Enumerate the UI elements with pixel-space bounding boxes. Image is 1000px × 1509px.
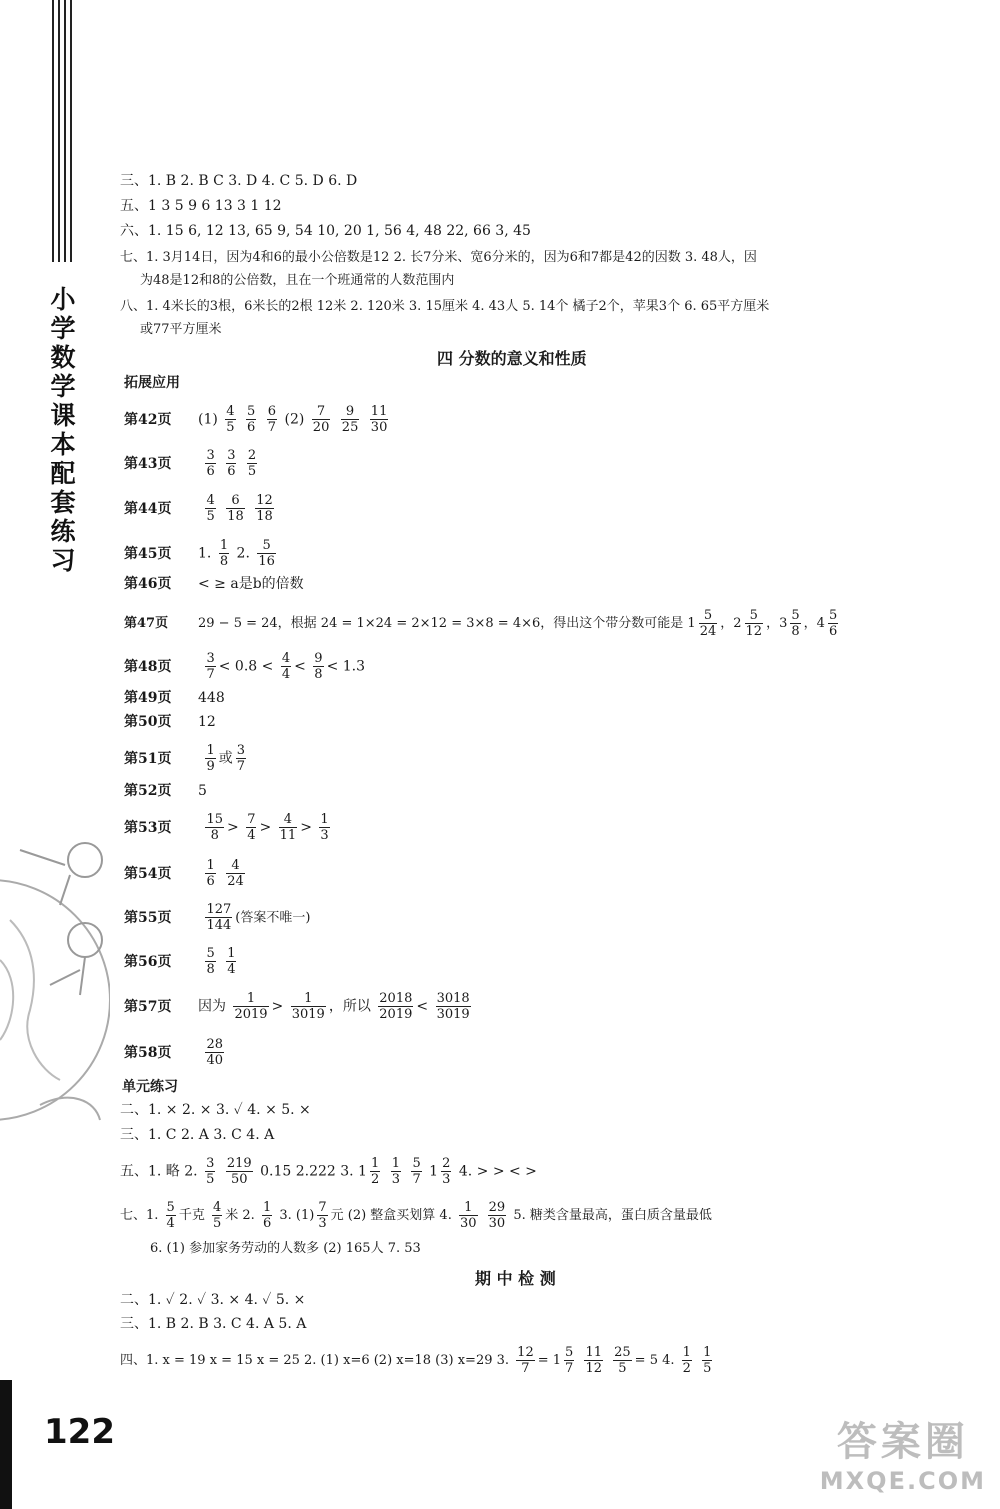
answer-row-p53: 第53页 $\frac{15}{8}$ > $\frac{7}{4}$ > $\frac{4}{11}$ > $\frac{1}{3}$: [124, 812, 329, 843]
answer-row-p56: 第56页 $\frac{5}{8}$ $\frac{1}{4}$: [124, 946, 236, 977]
answer-row-p48: 第48页 $\frac{3}{7}$ < 0.8 < $\frac{4}{4}$ < $\frac{9}{8}$ < 1.3: [124, 651, 366, 682]
answer-row-p54: 第54页 $\frac{1}{6}$ $\frac{4}{24}$: [124, 858, 244, 889]
watermark-logo: 答案圈 MXQE.COM: [819, 1419, 986, 1495]
page-edge-bar: [0, 1380, 12, 1509]
globe-children-illustration: [0, 820, 110, 1160]
side-title-char: 套: [50, 488, 76, 517]
answer-row-p49: 第49页 448: [124, 690, 225, 706]
answer-line: 六、1. 15 6, 12 13, 65 9, 54 10, 20 1, 56 4, 48 22, 66 3, 45: [120, 223, 531, 239]
answer-line: 二、1. × 2. × 3. ✓ 4. × 5. ×: [120, 1102, 311, 1118]
answer-row-p43: 第43页 $\frac{3}{6}$ $\frac{3}{6}$ $\frac{2}{5}$: [124, 448, 257, 479]
answer-row-p57: 第57页 因为 $\frac{1}{2019}$ > $\frac{1}{3019}$ ，所以 $\frac{2018}{2019}$ < $\frac{3018}{3019}$: [124, 991, 470, 1022]
answer-row-p47: 第47页 29 − 5 = 24，根据 24 = 1×24 = 2×12 = 3×8 = 4×6，得出这个带分数可能是 1 $\frac{5}{24}$ ，2 $\frac{5}{12}$ ，3 $\frac{5}{8}$ ，4 $\frac{5}{6}$: [124, 608, 838, 639]
subsection-title: 单元练习: [122, 1079, 178, 1095]
page-number: 122: [44, 1412, 115, 1452]
answer-line: 二、1. ✓ 2. ✓ 3. × 4. ✓ 5. ×: [120, 1292, 306, 1308]
section-title: 期 中 检 测: [475, 1269, 556, 1288]
book-spine: [0, 0, 90, 1509]
side-title: [48, 285, 78, 575]
answer-line: 八、1. 4米长的3根，6米长的2根 12米 2. 120米 3. 15厘米 4. 43人 5. 14个 橘子2个，苹果3个 6. 65平方厘米: [120, 299, 770, 314]
section-title: 四 分数的意义和性质: [437, 349, 587, 368]
answer-line: 为48是12和8的公倍数，且在一个班通常的人数范围内: [140, 273, 455, 288]
answer-row-p46: 第46页 < ≥ a是b的倍数: [124, 576, 304, 592]
answer-line: 或77平方厘米: [140, 322, 222, 337]
answer-row-p52: 第52页 5: [124, 783, 207, 799]
answer-line: 6. (1) 参加家务劳动的人数多 (2) 165人 7. 53: [150, 1241, 421, 1256]
side-title-char: 习: [50, 546, 76, 575]
answer-line: 三、1. B 2. B C 3. D 4. C 5. D 6. D: [120, 173, 358, 189]
answer-row-p45: 第45页 1. $\frac{1}{8}$ 2. $\frac{5}{16}$: [124, 538, 275, 569]
answer-row-p51: 第51页 $\frac{1}{9}$ 或 $\frac{3}{7}$: [124, 743, 246, 774]
answer-row-p55: 第55页 $\frac{127}{144}$ (答案不唯一): [124, 902, 311, 933]
answer-row-p42: 第42页 (1) $\frac{4}{5}$ $\frac{5}{6}$ $\frac{6}{7}$ (2) $\frac{7}{20}$ $\frac{9}{25}$ $\frac{11}{30}$: [124, 404, 388, 435]
side-title-char: 学: [50, 372, 76, 401]
answer-row-p58: 第58页 $\frac{28}{40}$: [124, 1037, 223, 1068]
side-title-char: 本: [50, 430, 76, 459]
subsection-title: 拓展应用: [124, 375, 180, 391]
side-title-char: 课: [50, 401, 76, 430]
answer-line: 三、1. B 2. B 3. C 4. A 5. A: [120, 1316, 307, 1332]
answer-line: 四、1. x = 19 x = 15 x = 25 2. (1) x=6 (2) x=18 (3) x=29 3. $\frac{12}{7}$ = 1 $\frac{5}{7}$ $\frac{11}{12}$ $\frac{25}{5}$ = 5 4. $\frac{1}{2}$ $\frac{1}{5}$: [120, 1345, 712, 1376]
answer-line: 七、1. 3月14日，因为4和6的最小公倍数是12 2. 长7分米、宽6分米的，因为6和7都是42的因数 3. 48人，因: [120, 250, 757, 265]
side-title-char: 练: [50, 517, 76, 546]
answer-row-p50: 第50页 12: [124, 714, 216, 730]
side-title-char: 数: [50, 343, 76, 372]
answer-line: 三、1. C 2. A 3. C 4. A: [120, 1127, 275, 1143]
answer-line: 五、1. 略 2. $\frac{3}{5}$ $\frac{219}{50}$ 0.15 2.222 3. 1 $\frac{1}{2}$ $\frac{1}{3}$ $\frac{5}{7}$ 1 $\frac{2}{3}$ 4. > > < >: [120, 1156, 537, 1187]
side-title-char: 配: [50, 459, 76, 488]
side-title-char: 学: [50, 314, 76, 343]
answer-line: 五、1 3 5 9 6 13 3 1 12: [120, 198, 282, 214]
answer-line: 七、1. $\frac{5}{4}$ 千克 $\frac{4}{5}$ 米 2. $\frac{1}{6}$ 3. (1) $\frac{7}{3}$ 元 (2) 整盒买划算 4. $\frac{1}{30}$ $\frac{29}{30}$ 5. 糖类含量最高，蛋白质含量最低: [120, 1200, 712, 1231]
side-title-char: 小: [50, 285, 76, 314]
answer-row-p44: 第44页 $\frac{4}{5}$ $\frac{6}{18}$ $\frac{12}{18}$: [124, 493, 273, 524]
